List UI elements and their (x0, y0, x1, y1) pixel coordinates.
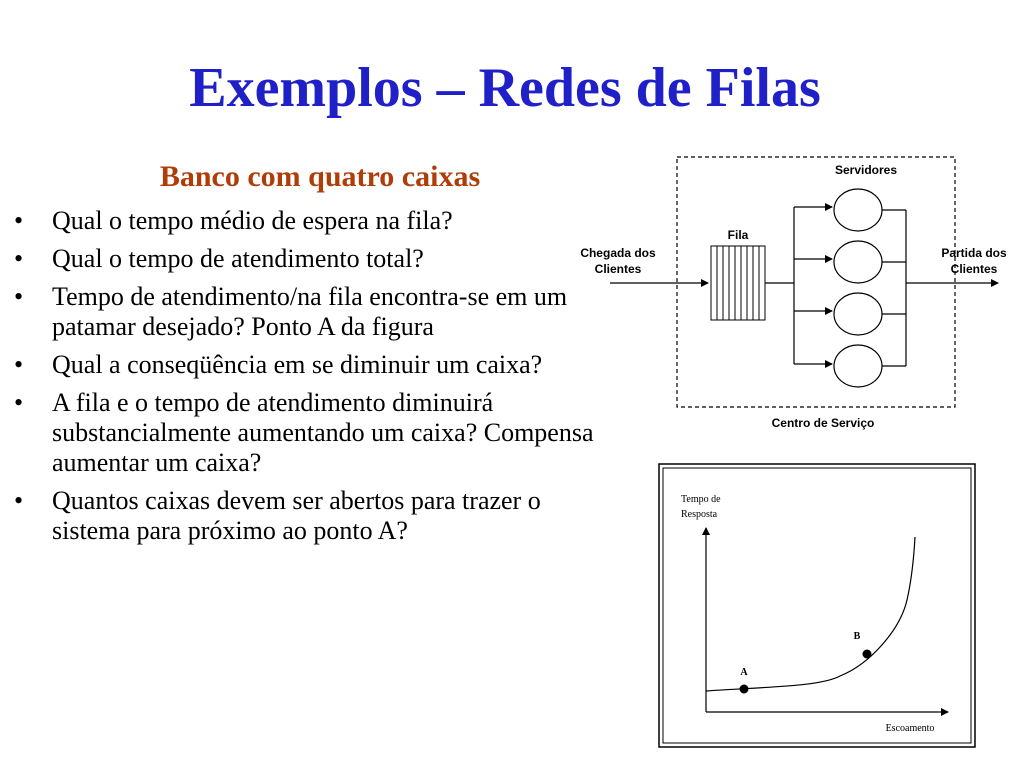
queue-diagram (560, 150, 1010, 440)
bullet-marker: • (14, 350, 24, 379)
bullet-item (14, 244, 614, 274)
bullet-item (14, 486, 614, 546)
bullet-marker: • (14, 282, 24, 311)
server-circle (834, 345, 882, 387)
bullet-marker: • (14, 244, 24, 273)
server-circle (834, 241, 882, 283)
bullet-text: Tempo de atendimento/na fila encontra-se em um patamar desejado? Ponto A da figura (52, 282, 568, 341)
bullet-item (14, 282, 614, 342)
service-center-label: Centro de Serviço (771, 416, 875, 430)
departure-label: Partida dos (941, 246, 1007, 260)
point-b (863, 650, 872, 659)
bullet-item (14, 350, 614, 380)
servers-label: Servidores (834, 163, 898, 177)
server-circle (834, 189, 882, 231)
arrival-label: Clientes (594, 262, 642, 276)
bullet-list (14, 206, 614, 554)
bullet-marker: • (14, 388, 24, 417)
bullet-marker: • (14, 486, 24, 515)
queue-label: Fila (727, 228, 749, 242)
departure-label: Clientes (950, 262, 998, 276)
chart-ylabel: Resposta (681, 509, 718, 520)
bullet-text: Qual o tempo médio de espera na fila? (52, 206, 453, 235)
arrival-label: Chegada dos (580, 246, 656, 260)
bullet-marker: • (14, 206, 24, 235)
point-b-label: B (853, 631, 861, 642)
server-circle (834, 293, 882, 335)
slide-subtitle: Banco com quatro caixas (159, 160, 481, 193)
bullet-item (14, 206, 614, 236)
bullet-text: A fila e o tempo de atendimento diminuirá substancialmente aumentando um caixa? Compensa aumentar um caixa? (52, 388, 594, 477)
bullet-text: Qual a conseqüência em se diminuir um caixa? (52, 350, 543, 379)
bullet-item (14, 388, 614, 478)
chart-ylabel: Tempo de (681, 494, 721, 505)
chart-xlabel: Escoamento (885, 723, 935, 734)
bullet-text: Qual o tempo de atendimento total? (52, 244, 424, 273)
queue-buffer (711, 246, 765, 320)
slide-title: Exemplos – Redes de Filas (189, 57, 821, 119)
response-time-chart (655, 460, 981, 752)
bullet-text: Quantos caixas devem ser abertos para trazer o sistema para próximo ao ponto A? (52, 486, 541, 545)
point-a-label: A (740, 667, 748, 678)
point-a (740, 685, 749, 694)
